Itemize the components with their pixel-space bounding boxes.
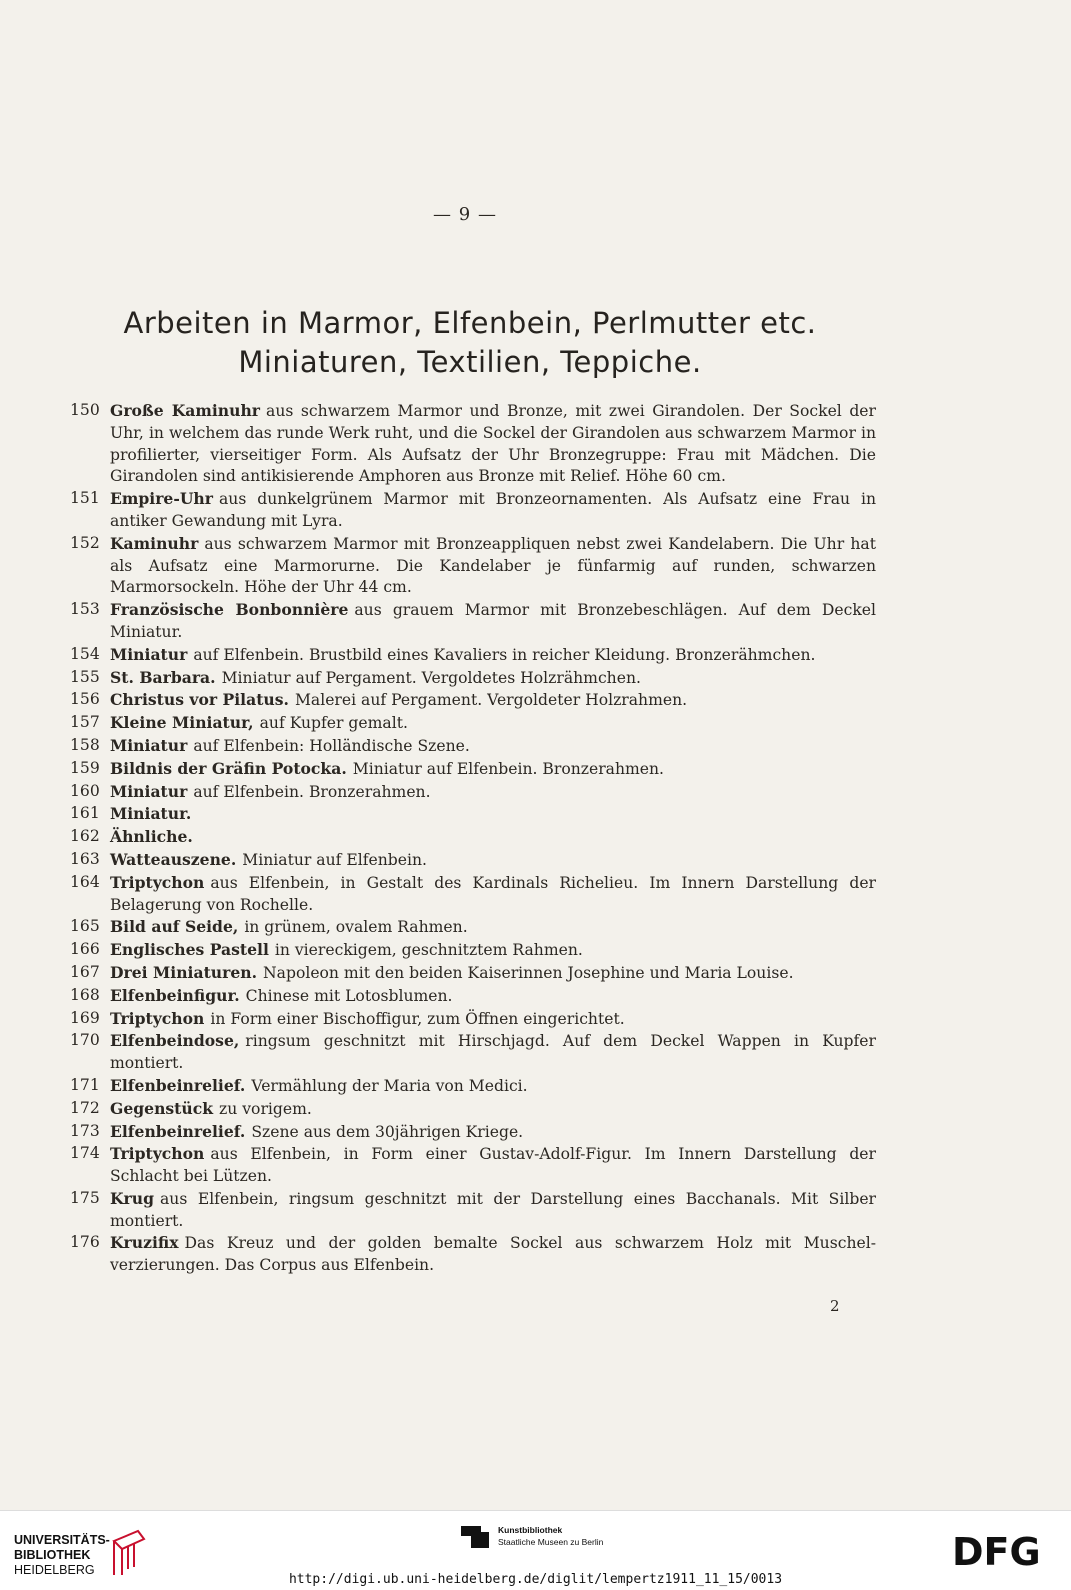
kb-line-2: Staatliche Museen zu Berlin xyxy=(498,1537,604,1547)
ub-line-1: UNIVERSITÄTS- xyxy=(14,1533,110,1547)
entry-description: in grünem, ovalem Rahmen. xyxy=(244,918,468,937)
entry-description: zu vorigem. xyxy=(219,1099,312,1118)
section-heading-line-1: Arbeiten in Marmor, Elfenbein, Perlmutter etc. xyxy=(123,306,817,340)
entry-title: Miniatur xyxy=(110,735,188,755)
section-heading-line-2: Miniaturen, Textilien, Teppiche. xyxy=(238,345,702,379)
entry-title: Große Kaminuhr xyxy=(110,401,261,420)
catalog-entry xyxy=(70,533,876,599)
entry-body xyxy=(110,803,876,826)
catalog-entry xyxy=(70,1030,876,1075)
page-url[interactable]: http://digi.ub.uni-heidelberg.de/diglit/lempertz1911_11_15/0013 xyxy=(288,1572,783,1587)
entry-body xyxy=(110,1188,876,1233)
catalog-entry xyxy=(70,667,876,690)
kb-line-1: Kunstbibliothek xyxy=(498,1525,563,1535)
entry-description: Vermählung der Maria von Medici. xyxy=(251,1076,528,1095)
entry-number: 173 xyxy=(70,1121,100,1140)
ub-heidelberg-logo-icon[interactable] xyxy=(108,1529,148,1577)
entry-description: Miniatur auf Elfenbein. xyxy=(242,850,427,869)
dfg-logo-text: DFG xyxy=(952,1533,1041,1569)
entry-body xyxy=(110,1098,876,1121)
entry-title: Bild auf Seide, xyxy=(110,917,239,937)
catalog-entry xyxy=(70,872,876,917)
entry-title: Kruzifix xyxy=(110,1233,179,1253)
catalog-entry xyxy=(70,1008,876,1031)
entry-body xyxy=(110,667,876,690)
page-number: — 9 — xyxy=(433,204,497,225)
catalog-entry xyxy=(70,916,876,939)
entry-number: 171 xyxy=(70,1075,100,1094)
entry-number: 153 xyxy=(70,600,100,619)
entry-body xyxy=(110,758,876,781)
catalog-entry xyxy=(70,849,876,872)
entry-body xyxy=(110,1075,876,1098)
entry-title: Drei Miniaturen. xyxy=(110,962,258,982)
entry-number: 175 xyxy=(70,1188,100,1207)
entry-number: 165 xyxy=(70,917,100,936)
entry-title: Kleine Miniatur, xyxy=(110,713,254,733)
entry-title: Elfenbeindose, xyxy=(110,1031,240,1051)
entry-number: 169 xyxy=(70,1008,100,1027)
entry-title: Triptychon xyxy=(110,1144,205,1164)
entry-description: Das Kreuz und der golden bemalte Sockel aus schwarzem Holz mit Muschelverzierungen. Das Corpus aus Elfenbein. xyxy=(110,1234,876,1275)
entry-body xyxy=(110,826,876,849)
entry-body xyxy=(110,1143,876,1188)
entry-body xyxy=(110,1030,876,1075)
entry-title: Elfenbeinfigur. xyxy=(110,985,240,1005)
entry-title: Triptychon xyxy=(110,1008,205,1028)
entry-number: 152 xyxy=(70,533,100,552)
entry-number: 170 xyxy=(70,1031,100,1050)
entry-title: St. Barbara. xyxy=(110,667,216,687)
entry-description: aus Elfenbein, in Gestalt des Kardinals Richelieu. Im Innern Darstellung der Belagerung von Rochelle. xyxy=(110,873,876,914)
entry-title: Christus vor Pilatus. xyxy=(110,690,289,710)
catalog-entry xyxy=(70,1121,876,1144)
catalog-entry xyxy=(70,826,876,849)
entry-body xyxy=(110,533,876,599)
catalog-entry xyxy=(70,735,876,758)
entry-number: 172 xyxy=(70,1098,100,1117)
entry-title: Krug xyxy=(110,1188,155,1208)
entry-description: auf Elfenbein. Brustbild eines Kavaliers in reicher Kleidung. Bronzerähmchen. xyxy=(193,645,816,664)
entry-body xyxy=(110,644,876,667)
entry-body xyxy=(110,488,876,533)
entry-description: in Form einer Bischoffigur, zum Öffnen eingerichtet. xyxy=(210,1009,625,1028)
catalog-entry xyxy=(70,689,876,712)
catalog-entry xyxy=(70,644,876,667)
entry-number: 160 xyxy=(70,781,100,800)
entry-title: Empire-Uhr xyxy=(110,489,213,509)
footer-bar xyxy=(0,1510,1071,1590)
entry-body xyxy=(110,939,876,962)
entry-description: Napoleon mit den beiden Kaiserinnen Josephine und Maria Louise. xyxy=(263,963,794,982)
entry-number: 155 xyxy=(70,667,100,686)
kunstbibliothek-label xyxy=(498,1524,603,1548)
entry-title: Watteauszene. xyxy=(110,849,237,869)
entry-description: Szene aus dem 30jährigen Kriege. xyxy=(251,1122,524,1141)
entry-number: 159 xyxy=(70,758,100,777)
catalog-entry xyxy=(70,1188,876,1233)
entry-number: 166 xyxy=(70,940,100,959)
entry-title: Elfenbeinrelief. xyxy=(110,1075,246,1095)
catalog-entry xyxy=(70,599,876,644)
ub-line-2: BIBLIOTHEK xyxy=(14,1548,91,1562)
catalog-entry xyxy=(70,1075,876,1098)
entry-body xyxy=(110,1121,876,1144)
entry-title: Miniatur xyxy=(110,644,188,664)
entry-body xyxy=(110,781,876,804)
catalog-entry xyxy=(70,1143,876,1188)
entry-body xyxy=(110,962,876,985)
entry-description: in viereckigem, geschnitztem Rahmen. xyxy=(274,941,583,960)
entry-body xyxy=(110,599,876,644)
entry-description: aus Elfenbein, in Form einer Gustav-Adolf-Figur. Im Innern Darstellung der Schlacht bei Lützen. xyxy=(110,1145,876,1186)
entry-body xyxy=(110,735,876,758)
entry-title: Gegenstück xyxy=(110,1098,214,1118)
entry-body xyxy=(110,985,876,1008)
entry-body xyxy=(110,849,876,872)
entry-title: Miniatur. xyxy=(110,804,192,824)
entry-title: Französische Bonbonnière xyxy=(110,600,349,620)
entry-body xyxy=(110,689,876,712)
entry-number: 168 xyxy=(70,985,100,1004)
entry-number: 154 xyxy=(70,644,100,663)
entry-description: auf Elfenbein: Holländische Szene. xyxy=(193,736,470,755)
entry-number: 150 xyxy=(70,401,100,419)
entry-description: Miniatur auf Elfenbein. Bronzerahmen. xyxy=(352,759,665,778)
entry-description: auf Kupfer gemalt. xyxy=(259,714,408,733)
entry-title: Englisches Pastell xyxy=(110,940,269,960)
ub-line-3: HEIDELBERG xyxy=(14,1563,95,1577)
entry-title: Ähnliche. xyxy=(110,827,193,847)
entry-description: aus Elfenbein, ringsum geschnitzt mit der Darstellung eines Bacchanals. Mit Silber montiert. xyxy=(110,1189,876,1230)
catalog-entry xyxy=(70,758,876,781)
entry-description: aus schwarzem Marmor mit Bronzeappliquen nebst zwei Kandelabern. Die Uhr hat als Aufsatz eine Marmorurne. Die Kandelaber je fünfarmig auf runden, schwarzen Marmorsockeln. Höhe der Uhr 44 cm. xyxy=(110,534,876,597)
entry-body xyxy=(110,1008,876,1031)
entry-title: Bildnis der Gräfin Potocka. xyxy=(110,758,347,778)
entry-title: Triptychon xyxy=(110,872,205,892)
entry-number: 161 xyxy=(70,804,100,823)
entry-body xyxy=(110,400,876,488)
catalog-entry xyxy=(70,803,876,826)
entry-description: Malerei auf Pergament. Vergoldeter Holzrahmen. xyxy=(294,691,688,710)
catalog-entry xyxy=(70,712,876,735)
entry-body xyxy=(110,712,876,735)
entry-description: auf Elfenbein. Bronzerahmen. xyxy=(193,782,431,801)
entry-description: aus schwarzem Marmor und Bronze, mit zwei Girandolen. Der Sockel der Uhr, in welchem das runde Werk ruht, und die Sockel der Girandolen aus schwarzem Marmor in profilierter, vierseitiger Form. Als Aufsatz der Uhr Bronzegruppe: Frau mit Mädchen. Die Girandolen sind antikisierende Amphoren aus Bronze mit Relief. Höhe 60 cm. xyxy=(110,402,876,486)
kunstbibliothek-logo-icon[interactable] xyxy=(457,1522,493,1552)
entry-number: 151 xyxy=(70,489,100,508)
entry-number: 156 xyxy=(70,690,100,709)
catalog-entry xyxy=(70,1232,876,1277)
dfg-logo-icon[interactable] xyxy=(952,1533,1052,1569)
entry-description: ringsum geschnitzt mit Hirschjagd. Auf dem Deckel Wappen in Kupfer montiert. xyxy=(110,1032,876,1073)
entry-number: 162 xyxy=(70,827,100,846)
catalog-entry xyxy=(70,985,876,1008)
entry-number: 157 xyxy=(70,713,100,732)
entry-title: Elfenbeinrelief. xyxy=(110,1121,246,1141)
catalog-entry xyxy=(70,400,876,488)
entry-description: Chinese mit Lotosblumen. xyxy=(245,986,453,1005)
catalog-entry xyxy=(70,1098,876,1121)
entry-number: 163 xyxy=(70,849,100,868)
signature-mark: 2 xyxy=(830,1297,840,1315)
entry-description: aus grauem Marmor mit Bronzebeschlägen. Auf dem Deckel Miniatur. xyxy=(110,601,876,641)
entry-number: 176 xyxy=(70,1233,100,1252)
entry-body xyxy=(110,872,876,917)
entry-title: Miniatur xyxy=(110,781,188,801)
entry-body xyxy=(110,916,876,939)
entry-number: 164 xyxy=(70,872,100,891)
entry-description: Miniatur auf Pergament. Vergoldetes Holzrähmchen. xyxy=(221,668,641,687)
entry-number: 167 xyxy=(70,962,100,981)
catalog-entry xyxy=(70,939,876,962)
entry-number: 158 xyxy=(70,735,100,754)
entry-description: aus dunkelgrünem Marmor mit Bronzeornamenten. Als Aufsatz eine Frau in antiker Gewandung mit Lyra. xyxy=(110,490,876,530)
catalog-entries xyxy=(70,400,876,1277)
catalog-entry xyxy=(70,962,876,985)
catalog-entry xyxy=(70,781,876,804)
entry-title: Kaminuhr xyxy=(110,533,199,553)
entry-number: 174 xyxy=(70,1144,100,1163)
entry-body xyxy=(110,1232,876,1277)
catalog-entry xyxy=(70,488,876,533)
